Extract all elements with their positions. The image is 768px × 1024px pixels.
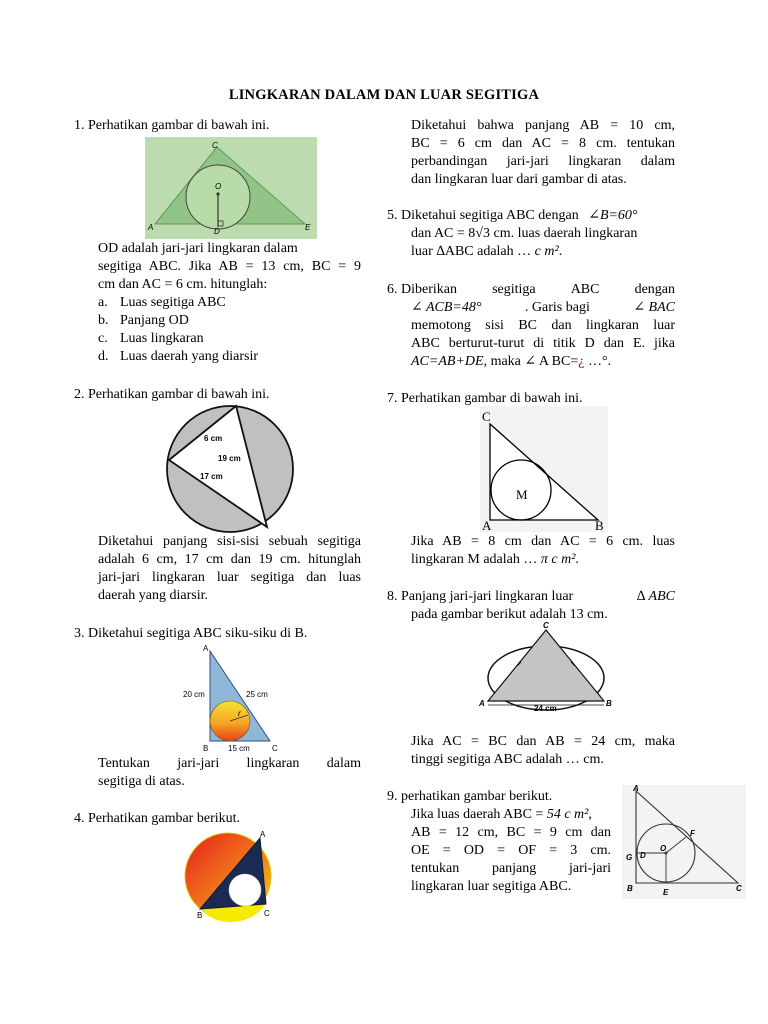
q5-sqrt: √3: [475, 226, 490, 241]
q9-background: [622, 785, 746, 899]
q5-line-2: [411, 225, 637, 243]
q5-text-2c: cm. luas daerah lingkaran: [489, 226, 638, 241]
q8-label-a: A: [479, 699, 485, 708]
q7-line-2: [411, 551, 579, 569]
q8-line-4: tinggi segitiga ABC adalah … cm.: [411, 752, 604, 767]
q7-label-m: M: [516, 487, 528, 502]
q8-label-b: B: [606, 699, 612, 708]
q1-figure: [145, 137, 317, 239]
q6-angle-bac: ∠ BAC: [633, 300, 675, 315]
q1-item-d-text: Luas daerah yang diarsir: [120, 349, 258, 364]
q2-line-2: adalah 6 cm, 17 cm dan 19 cm. hitunglah: [98, 552, 361, 567]
q1-center-point: [216, 192, 219, 195]
q7-label-c: C: [482, 409, 491, 424]
q3-label-a: A: [203, 644, 209, 653]
q9-text-1c: ,: [588, 807, 592, 822]
q6-word-2: segitiga: [492, 282, 536, 297]
q5-text-3c: .: [558, 244, 563, 259]
q4-line-4: dan lingkaran luar dari gambar di atas.: [411, 172, 627, 187]
q5-line-1: [387, 207, 638, 225]
q9-line-4: tentukan panjang jari-jari: [411, 861, 611, 876]
q8-label-c: C: [543, 621, 549, 630]
q3-line-1: Tentukan jari-jari lingkaran dalam: [98, 756, 361, 771]
q8-label-24cm: 24 cm: [534, 704, 557, 713]
q7-text-2a: lingkaran M adalah …: [411, 552, 541, 567]
q1-item-b-key: b.: [98, 313, 109, 328]
q3-label-25cm: 25 cm: [246, 690, 268, 699]
q1-item-a-key: a.: [98, 295, 108, 310]
q8-text-1a: 8. Panjang jari-jari lingkaran luar: [387, 589, 574, 604]
q6-line-5: [411, 353, 611, 371]
q1-item-d-key: d.: [98, 349, 109, 364]
q6-word-3: ABC: [570, 282, 600, 297]
q9-label-o: O: [660, 844, 667, 853]
q1-item-c-key: c.: [98, 331, 108, 346]
q7-heading: 7. Perhatikan gambar di bawah ini.: [387, 391, 583, 406]
q9-line-1: [411, 806, 592, 824]
q4-heading: 4. Perhatikan gambar berikut.: [74, 811, 241, 826]
q3-label-c: C: [272, 744, 278, 753]
q5-text-1a: 5. Diketahui segitiga ABC dengan: [387, 208, 579, 223]
q6-text-maka: , maka ∠ A BC=: [483, 354, 579, 369]
q4-line-2: BC = 6 cm dan AC = 8 cm. tentukan: [411, 136, 675, 151]
q1-text-1: OD adalah jari-jari lingkaran dalam: [98, 241, 298, 256]
q3-label-r: r: [238, 709, 241, 718]
q9-line-5: lingkaran luar segitiga ABC.: [411, 879, 572, 894]
q2-line-1: Diketahui panjang sisi-sisi sebuah segitiga: [98, 534, 361, 549]
q4-figure: [180, 830, 280, 922]
q6-word-1: 6. Diberikan: [387, 282, 457, 297]
q1-line-2: segitiga ABC. Jika AB = 13 cm, BC = 9: [98, 259, 361, 274]
q3-heading: 3. Diketahui segitiga ABC siku-siku di B.: [74, 626, 308, 641]
q6-line-1: [387, 281, 675, 299]
q1-line-3: cm dan AC = 6 cm. hitunglah:: [98, 277, 268, 292]
q8-line-3: Jika AC = BC dan AB = 24 cm, maka: [411, 734, 675, 749]
q4-label-c: C: [264, 909, 270, 918]
q3-label-15cm: 15 cm: [228, 744, 250, 753]
q9-label-b: B: [627, 884, 633, 893]
q6-equation: AC=AB+DE: [411, 354, 484, 369]
q5-text-2a: dan AC = 8: [411, 226, 476, 241]
q1-item-a-text: Luas segitiga ABC: [120, 295, 226, 310]
q1-label-e: E: [305, 223, 311, 232]
q8-triangle-abc: ∆ ABC: [636, 589, 675, 604]
q1-item-d: [98, 348, 258, 366]
q5-text-3a: luar ∆ABC adalah …: [411, 244, 535, 259]
q5-angle-symbol: ∠: [588, 208, 600, 223]
q6-line-3: memotong sisi BC dan lingkaran luar: [411, 318, 675, 333]
q3-figure: [180, 645, 290, 755]
q1-label-d: D: [214, 227, 220, 236]
q3-label-b: B: [203, 744, 209, 753]
q9-label-e: E: [663, 888, 669, 897]
q2-line-4: daerah yang diarsir.: [98, 588, 209, 603]
q6-text-garis: . Garis bagi: [524, 300, 590, 315]
q2-label-19cm: 19 cm: [218, 454, 241, 463]
q4-line-1: Diketahui bahwa panjang AB = 10 cm,: [411, 118, 675, 133]
q7-figure: [480, 406, 608, 532]
q3-line-2: segitiga di atas.: [98, 774, 185, 789]
q6-word-4: dengan: [634, 282, 675, 297]
q2-label-6cm: 6 cm: [204, 434, 223, 443]
q5-angle-value: B=60°: [599, 208, 638, 223]
q9-text-1a: Jika luas daerah ABC =: [411, 807, 547, 822]
q8-line-1: [387, 588, 675, 606]
q6-red-mark: ¿: [578, 354, 585, 369]
q2-label-17cm: 17 cm: [200, 472, 223, 481]
q9-label-d: D: [640, 851, 646, 860]
q9-heading: 9. perhatikan gambar berikut.: [387, 789, 553, 804]
q5-line-3: [411, 243, 562, 261]
q1-heading: 1. Perhatikan gambar di bawah ini.: [74, 118, 270, 133]
q9-label-a: A: [633, 784, 639, 793]
q6-line-2: [411, 299, 675, 317]
q2-figure: [164, 407, 298, 531]
q4-label-a: A: [260, 830, 266, 839]
q1-label-o: O: [215, 182, 222, 191]
q9-line-3: OE = OD = OF = 3 cm.: [411, 843, 611, 858]
q4-incircle: [229, 874, 261, 906]
q3-label-20cm: 20 cm: [183, 690, 205, 699]
q7-unit: π c m²: [540, 552, 576, 567]
q5-unit: c m²: [534, 244, 559, 259]
q7-label-a: A: [482, 518, 492, 533]
q2-line-3: jari-jari lingkaran luar segitiga dan luas: [98, 570, 361, 585]
q1-item-c-text: Luas lingkaran: [120, 331, 204, 346]
q7-line-1: Jika AB = 8 cm dan AC = 6 cm. luas: [411, 534, 675, 549]
q6-text-end: …°.: [584, 354, 612, 369]
q4-label-b: B: [197, 911, 203, 920]
q9-figure: [622, 785, 746, 899]
q4-line-3: perbandingan jari-jari lingkaran dalam: [411, 154, 675, 169]
q7-label-b: B: [595, 518, 604, 533]
q1-label-a: A: [148, 223, 154, 232]
q6-angle-acb: ∠ ACB=48°: [411, 300, 482, 315]
q9-label-g: G: [626, 853, 633, 862]
q1-line-1: [98, 240, 361, 258]
q8-figure: [478, 622, 618, 714]
q9-label-f: F: [690, 829, 695, 838]
q1-item-c: [98, 330, 204, 348]
q1-item-b: [98, 312, 189, 330]
q6-line-4: ABC berturut-turut di titik D dan E. jika: [411, 336, 675, 351]
page-title: LINGKARAN DALAM DAN LUAR SEGITIGA: [228, 87, 540, 103]
q9-label-c: C: [736, 884, 742, 893]
q9-area: 54 c m²: [546, 807, 589, 822]
q1-label-c: C: [212, 141, 218, 150]
q7-text-2c: .: [575, 552, 579, 567]
q2-heading: 2. Perhatikan gambar di bawah ini.: [74, 387, 270, 402]
q1-item-b-text: Panjang OD: [120, 313, 189, 328]
q9-line-2: AB = 12 cm, BC = 9 cm dan: [411, 825, 611, 840]
q8-line-2: pada gambar berikut adalah 13 cm.: [411, 607, 608, 622]
q1-item-a: [98, 294, 226, 312]
